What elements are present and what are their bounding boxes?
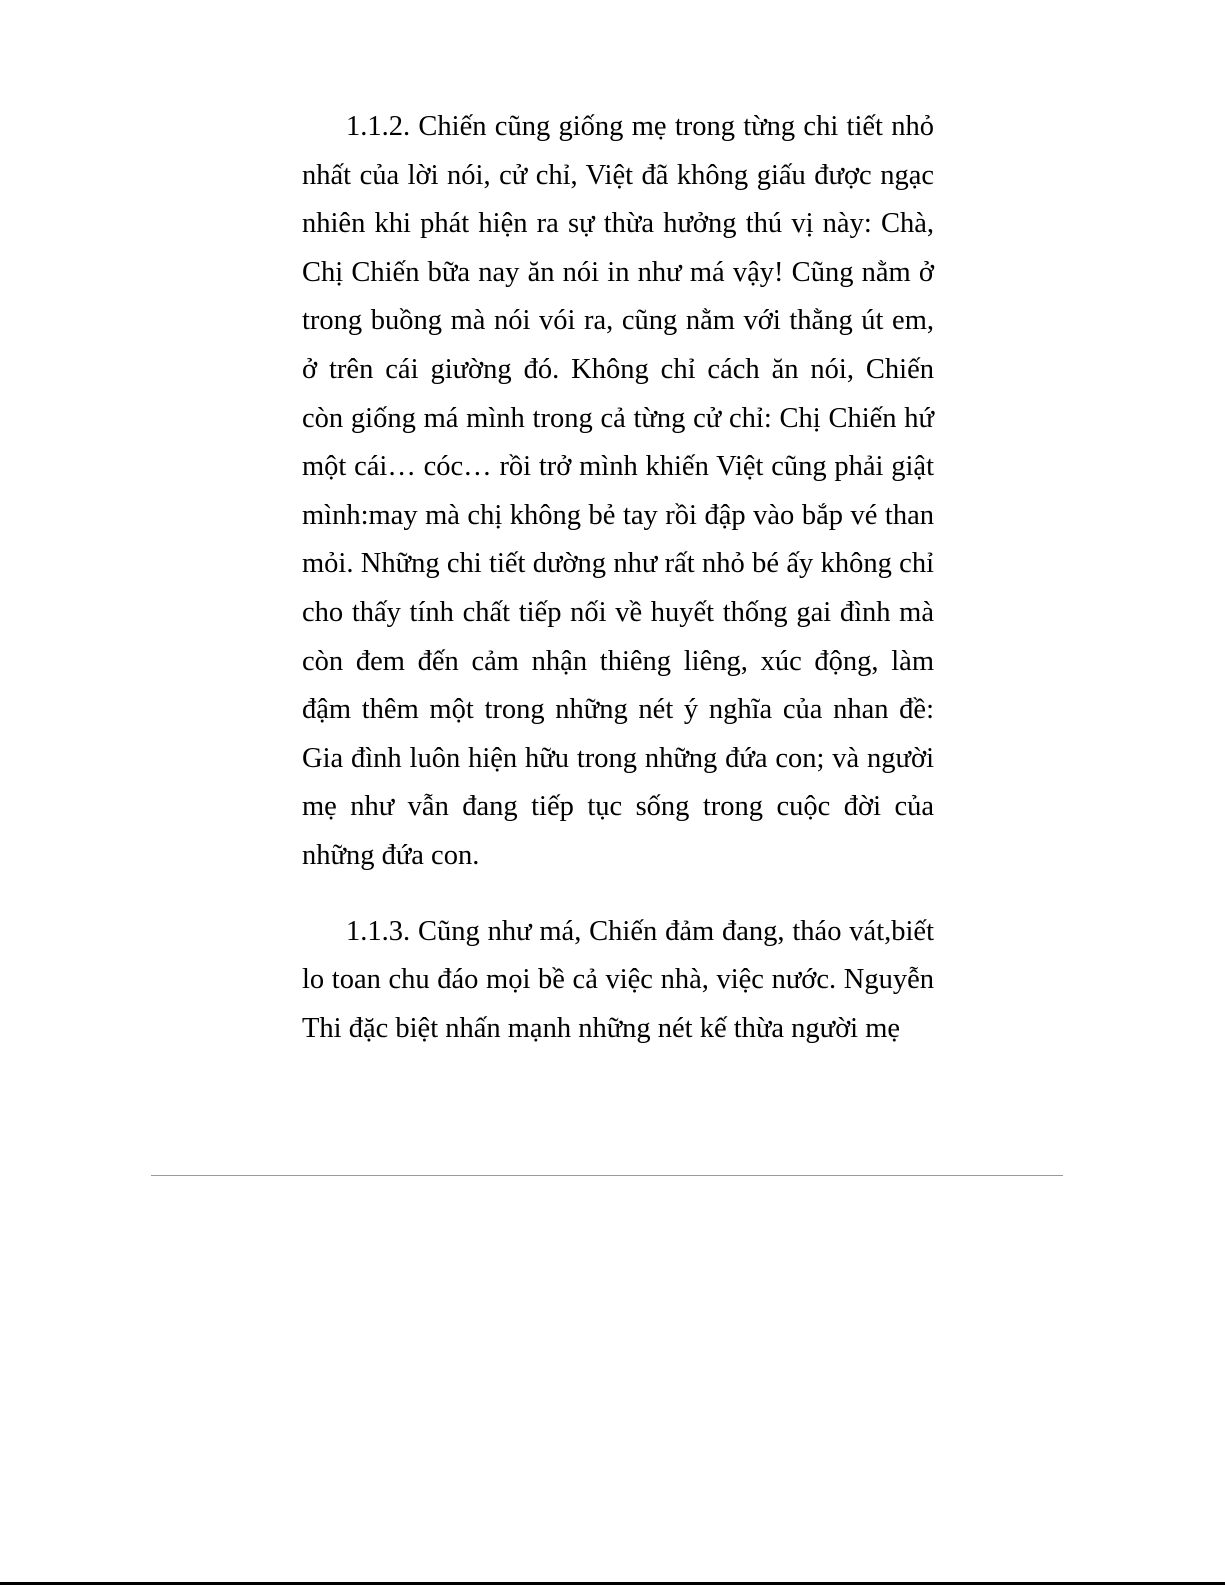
paragraph-1-1-3: 1.1.3. Cũng như má, Chiến đảm đang, tháo vát,biết lo toan chu đáo mọi bề cả việc nhà, việc nước. Nguyễn Thi đặc biệt nhấn mạnh những nét kế thừa người mẹ <box>302 915 934 1044</box>
page-divider <box>151 1175 1063 1176</box>
paragraph-1-1-2: 1.1.2. Chiến cũng giống mẹ trong từng chi tiết nhỏ nhất của lời nói, cử chỉ, Việt đã không giấu được ngạc nhiên khi phát hiện ra sự thừa hưởng thú vị này: Chà, Chị Chiến bữa nay ăn nói in như má vậy! Cũng nằm ở trong buồng mà nói vói ra, cũng nằm với thằng út em, ở trên cái giường đó. Không chỉ cách ăn nói, Chiến còn giống má mình trong cả từng cử chỉ: Chị Chiến hứ một cái… cóc… rồi trở mình khiến Việt cũng phải giật mình:may mà chị không bẻ tay rồi đập vào bắp vé than mỏi. Những chi tiết dường như rất nhỏ bé ấy không chỉ cho thấy tính chất tiếp nối về huyết thống gai đình mà còn đem đến cảm nhận thiêng liêng, xúc động, làm đậm thêm một trong những nét ý nghĩa của nhan đề: Gia đình luôn hiện hữu trong những đứa con; và người mẹ như vẫn đang tiếp tục sống trong cuộc đời của những đứa con. <box>302 111 934 871</box>
body-text <box>302 103 934 1053</box>
